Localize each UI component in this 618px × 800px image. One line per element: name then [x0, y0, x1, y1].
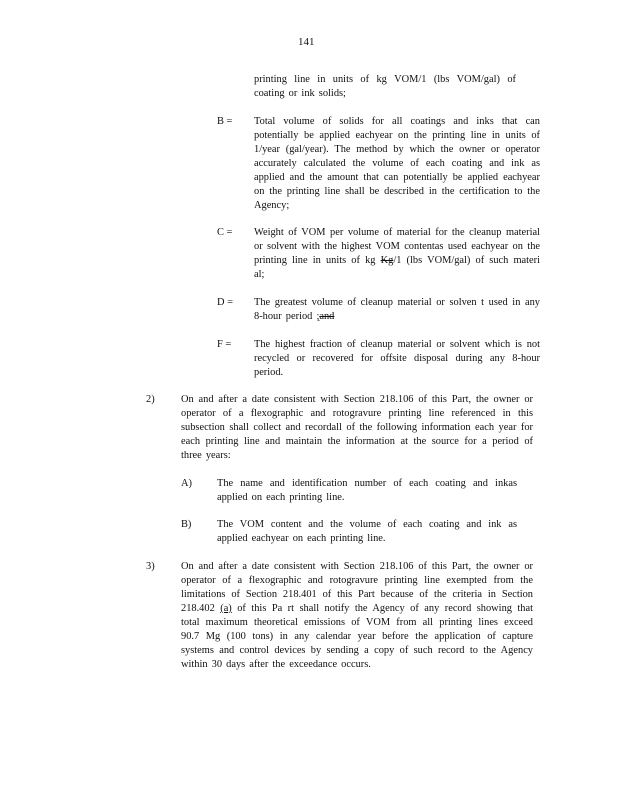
inserted-text: ; — [316, 311, 320, 322]
paragraph-3-text: On and after a date consistent with Section 218.106 of this Part, the owner or operator of a flexographic and rotogravure printing line exempted from the limitations of Section 218.401 of this Part because of the criteria in Section 218.402 (a) of this Pa rt shall notify the Agency of any record showing that total maximum theoretical emissions of VOM from all printing lines exceed 90.7 Mg (100 tons) in any calendar year before the application of capture systems and control devices by sending a copy of such record to the Agency within 30 days after the exceedance occurs. — [181, 561, 533, 670]
item-b-text: The VOM content and the volume of each coating and ink as applied eachyear on each printing line. — [217, 519, 517, 544]
definition-b-label: B = — [217, 116, 233, 127]
paragraph-2-label: 2) — [146, 394, 155, 405]
definition-d-label: D = — [217, 297, 233, 308]
item-a-text: The name and identification number of each coating and inkas applied on each printing line. — [217, 478, 517, 503]
definition-f-label: F = — [217, 339, 232, 350]
definition-b-text: Total volume of solids for all coatings and inks that can potentially be applied eachyear on the printing line in units of 1/year (gal/year). The method by which the owner or operator accurately calculated the volume of each coating and ink as applied and the amount that can potentially be applied eachyear on the printing line shall be described in the certification to the Agency; — [254, 116, 540, 211]
definition-d-text: The greatest volume of cleanup material or solven t used in any 8-hour period ;and — [254, 297, 540, 322]
item-b-label: B) — [181, 519, 192, 530]
struck-text: and — [319, 311, 335, 322]
underlined-text: (a) — [220, 603, 232, 614]
definition-f-text: The highest fraction of cleanup material or solvent which is not recycled or recovered for offsite disposal during any 8-hour period. — [254, 339, 540, 378]
definition-a-continuation: printing line in units of kg VOM/1 (lbs VOM/gal) of coating or ink solids; — [254, 74, 516, 99]
page-number: 141 — [298, 36, 315, 48]
struck-text: Kg — [380, 255, 394, 266]
definition-c-label: C = — [217, 227, 233, 238]
definition-c-text: Weight of VOM per volume of material for the cleanup material or solvent with the highest VOM contentas used eachyear on the printing line in units of kg Kg/1 (lbs VOM/gal) of such materi al; — [254, 227, 541, 280]
paragraph-3-label: 3) — [146, 561, 155, 572]
item-a-label: A) — [181, 478, 192, 489]
paragraph-2-text: On and after a date consistent with Section 218.106 of this Part, the owner or operator of a flexographic and rotogravure printing line referenced in this subsection shall collect and recordall of the following information each year for each printing line and maintain the information at the source for a period of three years: — [181, 394, 533, 461]
